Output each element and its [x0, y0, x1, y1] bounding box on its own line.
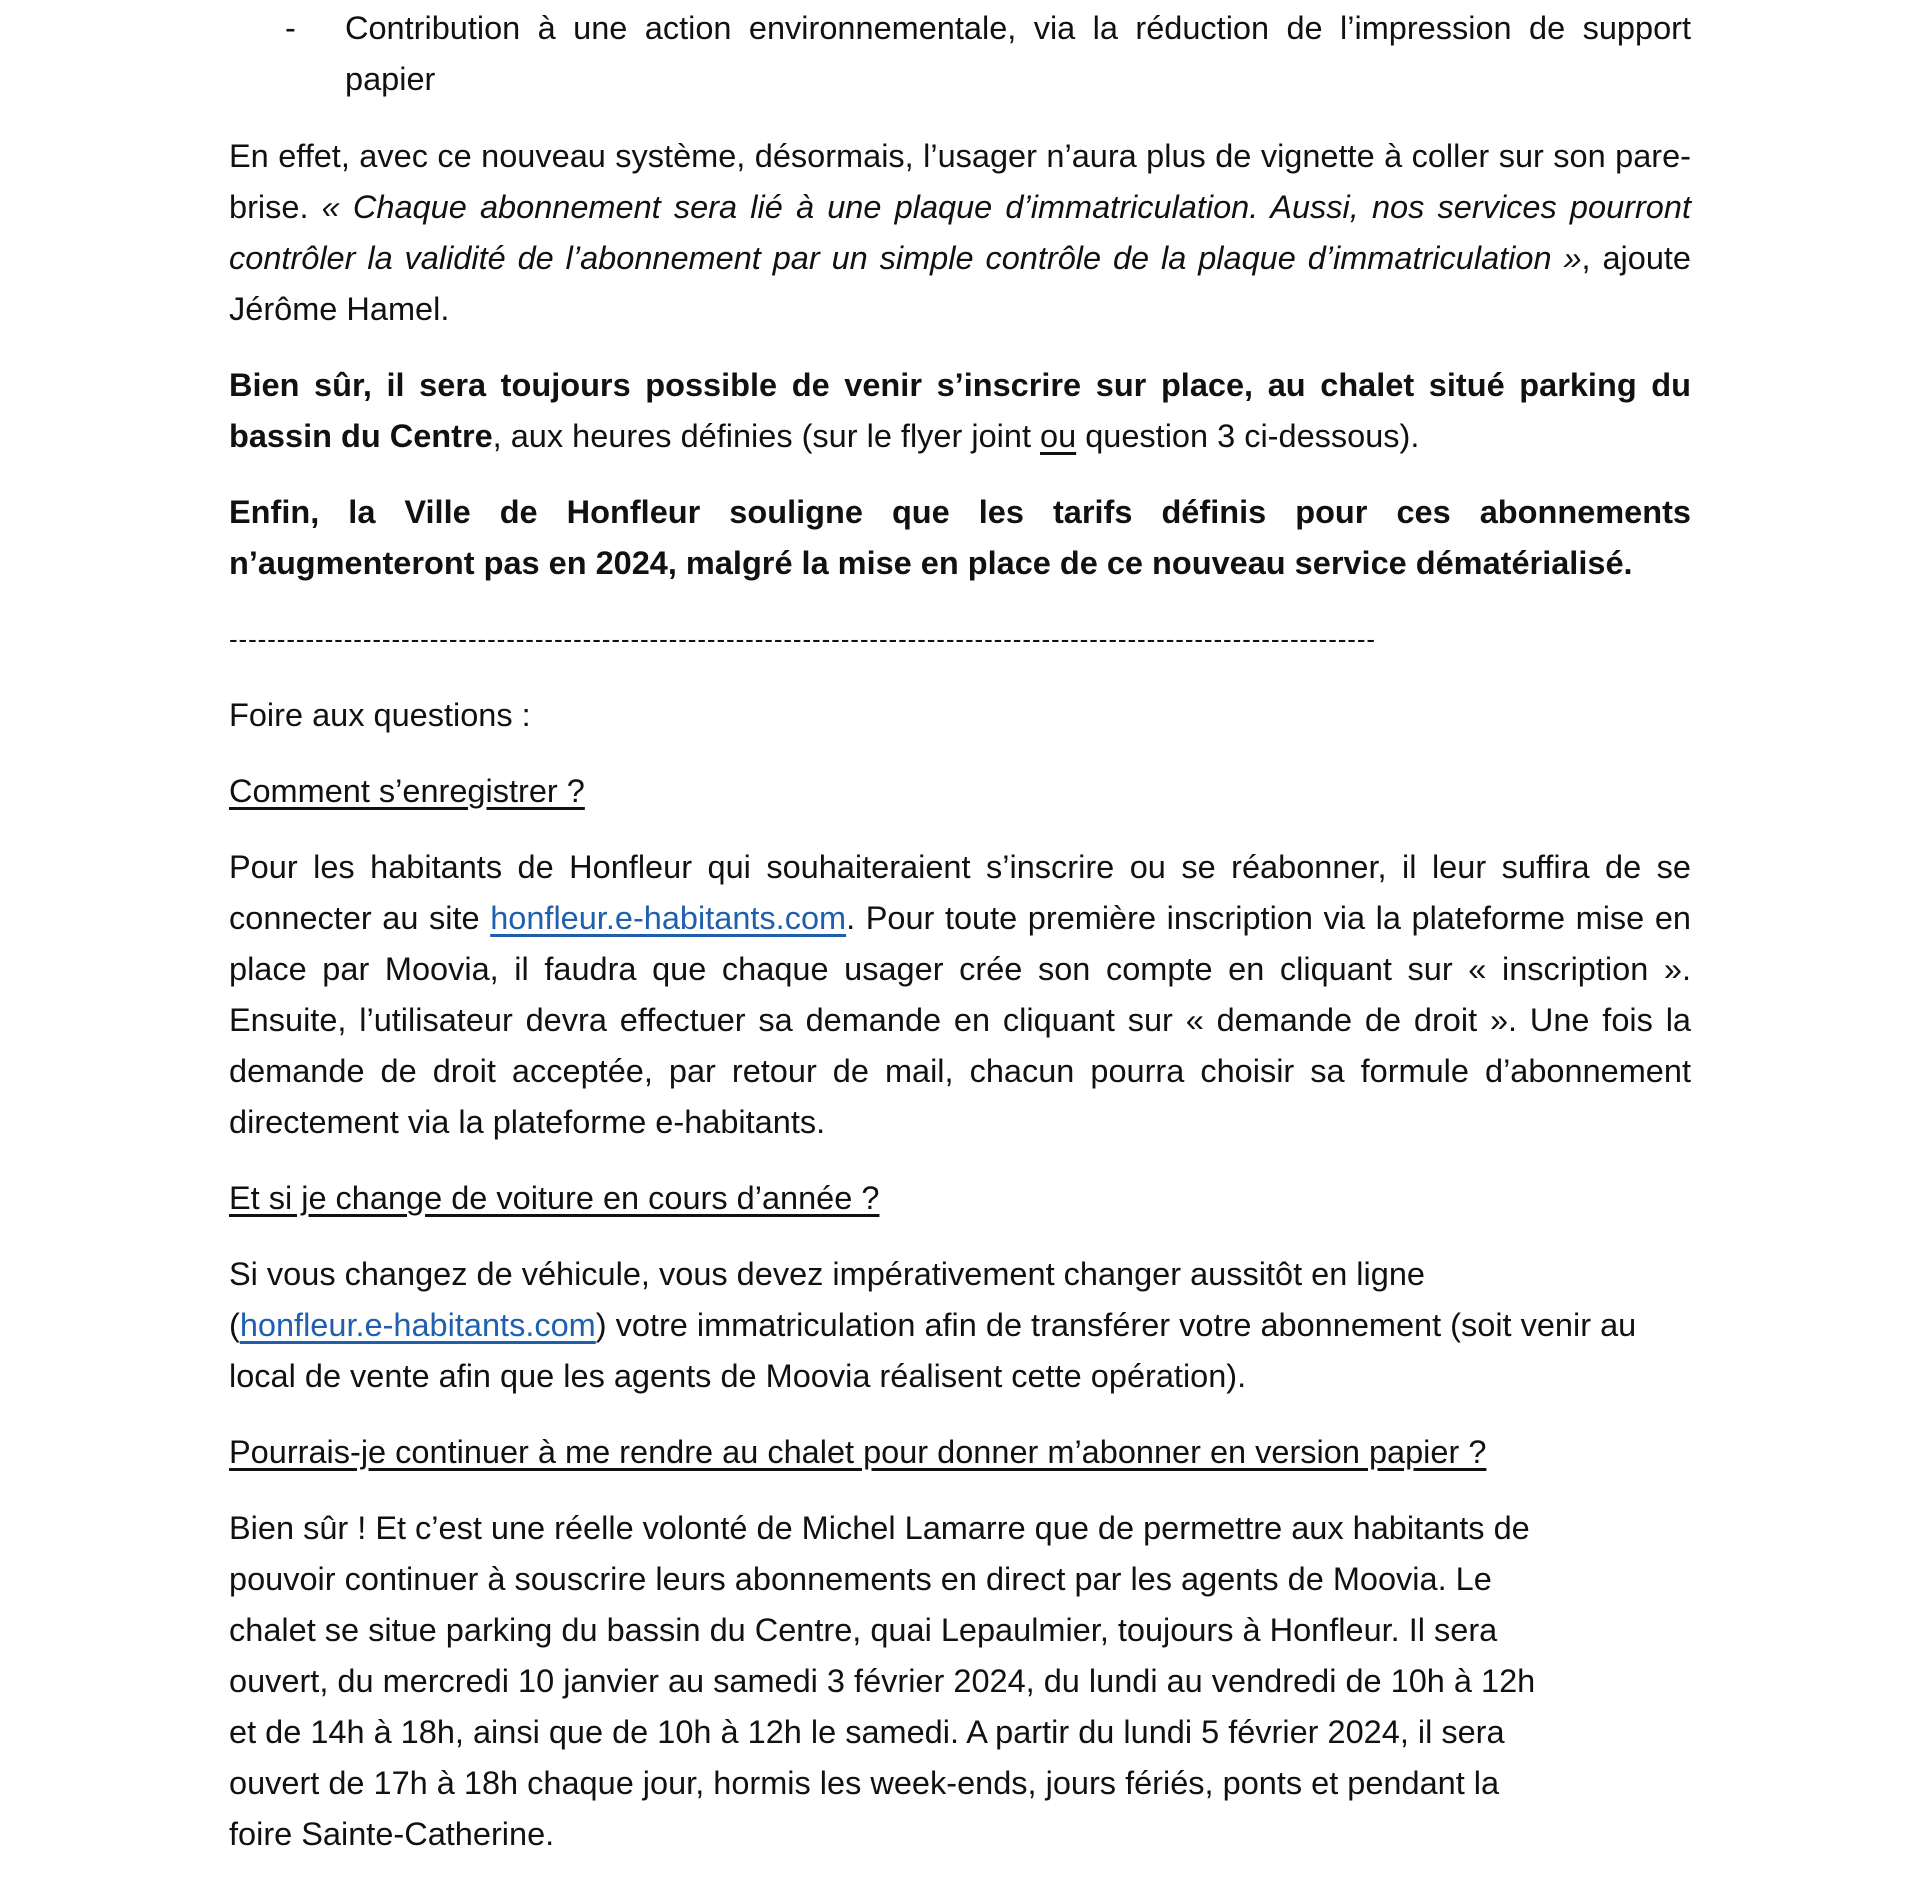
a2-line1: Si vous changez de véhicule, vous devez impérativement changer aussitôt en ligne — [229, 1256, 1425, 1292]
enfin-bold: Enfin, la Ville de Honfleur souligne que les tarifs définis pour ces abonnements n’augmenteront pas en 2024, malgré la mise en place de ce nouveau service dématérialisé. — [229, 494, 1691, 581]
bien-underlined: ou — [1040, 418, 1077, 454]
paragraph-effet — [229, 131, 1691, 335]
bullet-item — [229, 0, 1691, 105]
paragraph-enfin — [229, 487, 1691, 589]
site-link[interactable]: honfleur.e-habitants.com — [490, 900, 847, 936]
bullet-dash: - — [285, 10, 296, 46]
a3-line: foire Sainte-Catherine. — [229, 1816, 555, 1852]
bien-bold: Bien sûr, il sera toujours possible de venir s’inscrire sur place, au chalet situé parking du bassin du Centre — [229, 367, 1691, 454]
faq-answer-register — [229, 842, 1691, 1148]
a3-line: chalet se situe parking du bassin du Centre, quai Lepaulmier, toujours à Honfleur. Il sera — [229, 1612, 1498, 1648]
a3-line: Bien sûr ! Et c’est une réelle volonté de Michel Lamarre que de permettre aux habitants de — [229, 1510, 1530, 1546]
dashed-separator: ------------------------------------------------------------------------------------------------------------------------ — [229, 624, 1376, 654]
a2-open: ( — [229, 1307, 240, 1343]
effet-tail: , ajoute Jérôme Hamel. — [229, 240, 1692, 327]
paragraph-bien-sur — [229, 360, 1691, 462]
site-link-2[interactable]: honfleur.e-habitants.com — [239, 1307, 596, 1343]
effet-lead: En effet, avec ce nouveau système, désormais, l’usager n’aura plus de vignette à coller sur son pare-brise. — [229, 138, 1691, 225]
a3-line: pouvoir continuer à souscrire leurs abonnements en direct par les agents de Moovia. Le — [229, 1561, 1492, 1597]
a3-line: ouvert, du mercredi 10 janvier au samedi 3 février 2024, du lundi au vendredi de 10h à 12h — [229, 1663, 1536, 1699]
faq-question-register: Comment s’enregistrer ? — [229, 773, 585, 809]
faq-question-chalet: Pourrais-je continuer à me rendre au chalet pour donner m’abonner en version papier ? — [229, 1434, 1487, 1470]
faq-question-car-change: Et si je change de voiture en cours d’année ? — [229, 1180, 880, 1216]
bien-mid: , aux heures définies (sur le flyer joint — [492, 418, 1041, 454]
faq-answer-car-change — [229, 1249, 1691, 1402]
a3-line: et de 14h à 18h, ainsi que de 10h à 12h le samedi. A partir du lundi 5 février 2024, il sera — [229, 1714, 1505, 1750]
faq-title: Foire aux questions : — [229, 697, 531, 733]
a1-tail: . Pour toute première inscription via la plateforme mise en place par Moovia, il faudra que chaque usager crée son compte en cliquant sur « inscription ». Ensuite, l’utilisateur devra effectuer sa demande en cliquant sur « demande de droit ». Une fois la demande de droit acceptée, par retour de mail, chacun pourra choisir sa formule d’abonnement directement via la plateforme e-habitants. — [229, 900, 1691, 1140]
document-body — [229, 0, 1691, 1860]
a3-line: ouvert de 17h à 18h chaque jour, hormis les week-ends, jours fériés, ponts et pendant la — [229, 1765, 1500, 1801]
bien-tail: question 3 ci-dessous). — [1076, 418, 1420, 454]
bullet-text: Contribution à une action environnementale, via la réduction de l’impression de support papier — [345, 10, 1691, 97]
a1-lead: Pour les habitants de Honfleur qui souhaiteraient s’inscrire ou se réabonner, il leur suffira de se connecter au site — [229, 849, 1691, 936]
effet-quote: « Chaque abonnement sera lié à une plaque d’immatriculation. Aussi, nos services pourront contrôler la validité de l’abonnement par un simple contrôle de la plaque d’immatriculation » — [229, 189, 1691, 276]
faq-answer-chalet — [229, 1503, 1691, 1860]
a2-tail: ) votre immatriculation afin de transférer votre abonnement (soit venir au local de vente afin que les agents de Moovia réalisent cette opération). — [229, 1307, 1637, 1394]
